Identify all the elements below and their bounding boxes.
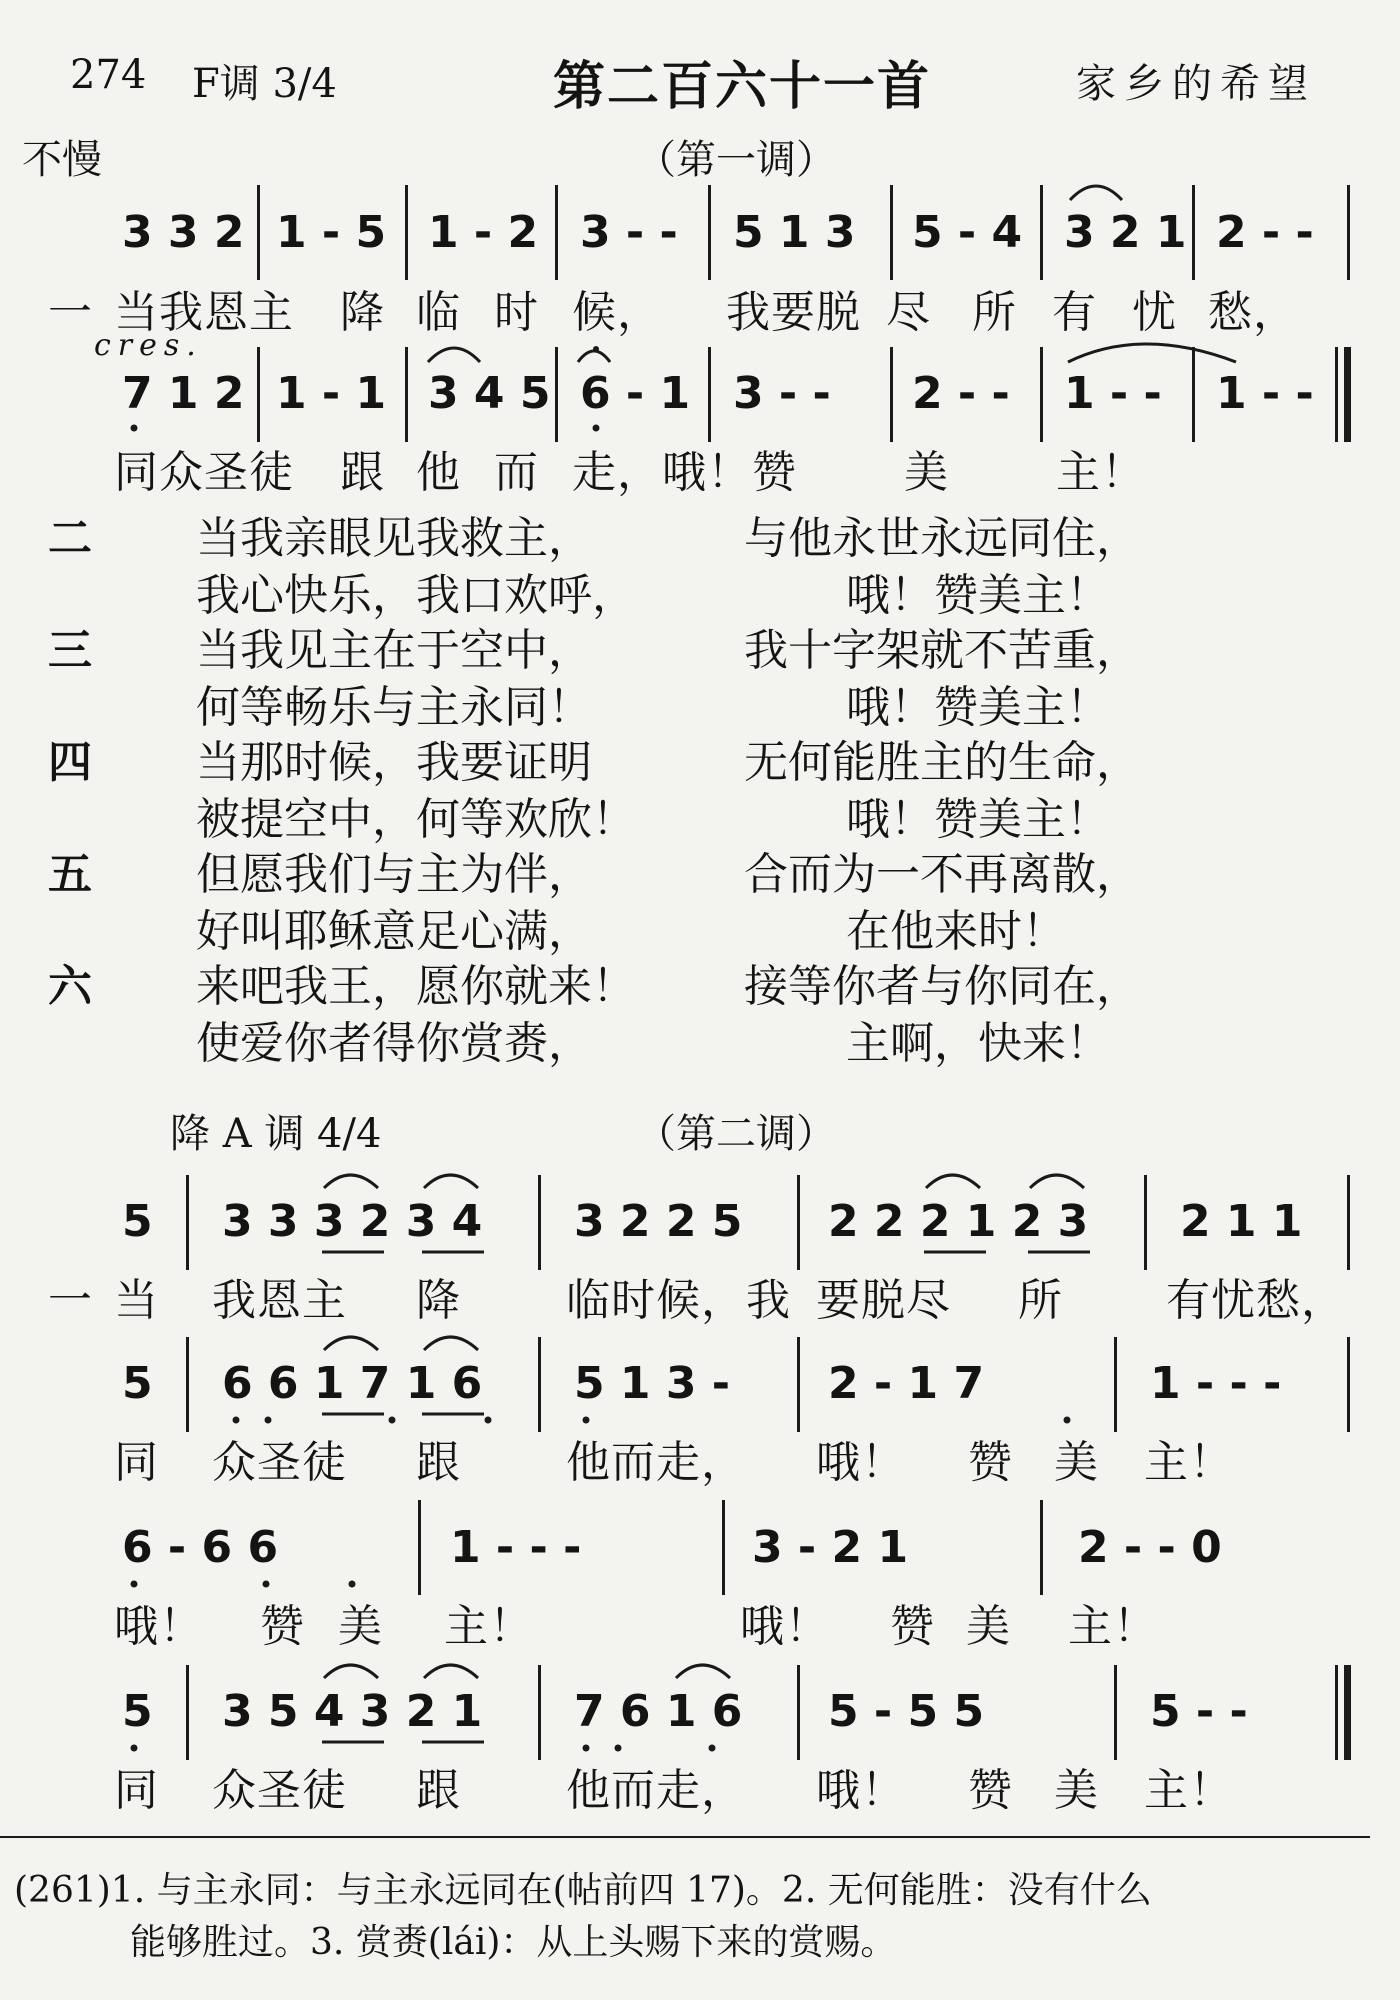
measure: 5 - - bbox=[1150, 1686, 1248, 1737]
verse-number: 六 bbox=[48, 961, 92, 1012]
barline bbox=[1114, 1665, 1117, 1760]
verse-number: 四 bbox=[48, 737, 92, 788]
lyric-syllable: 众圣徒 bbox=[212, 1765, 347, 1816]
octave-dot bbox=[349, 1581, 356, 1588]
barline bbox=[555, 347, 558, 442]
barline bbox=[1144, 1175, 1147, 1270]
cres-marking: cres. bbox=[94, 328, 203, 363]
slur-mark bbox=[1070, 186, 1122, 200]
tune1-label: （第一调） bbox=[636, 137, 836, 183]
barline bbox=[1347, 1175, 1350, 1270]
key-time-signature: F调 3/4 bbox=[192, 61, 337, 107]
slur-mark bbox=[676, 1665, 730, 1678]
verse-line: 哦！赞美主！ bbox=[846, 794, 1110, 845]
lyric-syllable: 赞 bbox=[968, 1765, 1013, 1816]
verse-line: 我十字架就不苦重， bbox=[744, 625, 1140, 676]
verse-line: 在他来时！ bbox=[846, 906, 1066, 957]
slur-mark bbox=[324, 1337, 378, 1350]
measure: 1 - 1 bbox=[276, 368, 387, 419]
barline bbox=[1040, 185, 1043, 280]
lyric-syllable: 跟 bbox=[416, 1765, 461, 1816]
barline bbox=[405, 347, 408, 442]
lyric-syllable: 他而走， bbox=[566, 1765, 746, 1816]
slur-mark bbox=[926, 1175, 980, 1188]
verse-line: 好叫耶稣意足心满， bbox=[196, 906, 592, 957]
final-barline-thin bbox=[1335, 1665, 1338, 1760]
barline bbox=[418, 1500, 421, 1595]
barline bbox=[257, 185, 260, 280]
barline bbox=[257, 347, 260, 442]
barline bbox=[538, 1337, 541, 1432]
measure: 1 - - - bbox=[450, 1522, 582, 1573]
measure: 1 - - - bbox=[1150, 1358, 1282, 1409]
barline bbox=[186, 1337, 189, 1432]
verse-line: 当我亲眼见我救主， bbox=[196, 513, 592, 564]
barline bbox=[1347, 1337, 1350, 1432]
barline bbox=[1192, 185, 1195, 280]
verse-line: 主啊，快来！ bbox=[846, 1018, 1110, 1069]
octave-dot bbox=[1064, 1417, 1071, 1424]
measure: 5 1 3 - bbox=[574, 1358, 731, 1409]
lyric-syllable: 降 bbox=[340, 287, 385, 338]
hymn-subtitle: 家乡的希望 bbox=[1076, 61, 1316, 107]
lyric-syllable: 有忧愁， bbox=[1166, 1275, 1346, 1326]
verse-number: 一 bbox=[48, 287, 93, 338]
lyric-syllable: 美 bbox=[966, 1601, 1011, 1652]
measure: 7 1 2 bbox=[122, 368, 245, 419]
measure: 6 - 1 bbox=[580, 368, 691, 419]
verse-number: 二 bbox=[48, 513, 92, 564]
verse-number: 五 bbox=[48, 849, 92, 900]
lyric-syllable: 跟 bbox=[340, 447, 385, 498]
verse-line: 何等畅乐与主永同！ bbox=[196, 682, 592, 733]
verse-line: 但愿我们与主为伴， bbox=[196, 849, 592, 900]
lyric-syllable: 赞 bbox=[968, 1437, 1013, 1488]
measure: 1 - - bbox=[1216, 368, 1314, 419]
barline bbox=[1347, 185, 1350, 280]
lyric-syllable: 同众圣徒 bbox=[114, 447, 294, 498]
lyric-syllable: 哦！ bbox=[740, 1601, 830, 1652]
barline bbox=[1114, 1337, 1117, 1432]
barline bbox=[405, 185, 408, 280]
slur-mark bbox=[324, 1665, 378, 1678]
footnote-line-2: 能够胜过。3. 赏赉(lái)：从上头赐下来的赏赐。 bbox=[130, 1922, 897, 1963]
barline bbox=[538, 1175, 541, 1270]
barline bbox=[722, 1500, 725, 1595]
measure: 1 - 5 bbox=[276, 207, 387, 258]
pickup-note: 5 bbox=[122, 1196, 153, 1247]
lyric-syllable: 哦！ bbox=[114, 1601, 204, 1652]
octave-dot bbox=[485, 1417, 492, 1424]
lyric-syllable: 美 bbox=[338, 1601, 383, 1652]
footnote-line-1: (261)1. 与主永同：与主永远同在(帖前四 17)。2. 无何能胜：没有什么 bbox=[14, 1870, 1152, 1911]
measure: 5 - 4 bbox=[912, 207, 1023, 258]
lyric-syllable: 美 bbox=[904, 447, 949, 498]
barline bbox=[708, 185, 711, 280]
measure: 2 - - bbox=[912, 368, 1010, 419]
tempo-marking: 不慢 bbox=[22, 137, 102, 183]
measure: 3 - 2 1 bbox=[752, 1522, 909, 1573]
octave-dot bbox=[131, 425, 138, 432]
lyric-syllable: 候， bbox=[572, 287, 662, 338]
lyric-syllable: 临 bbox=[416, 287, 461, 338]
lyric-syllable: 所 bbox=[972, 287, 1017, 338]
lyric-syllable: 主！ bbox=[444, 1601, 534, 1652]
measure: 3 - - bbox=[580, 207, 678, 258]
lyric-syllable: 他 bbox=[416, 447, 461, 498]
lyric-syllable: 尽 bbox=[886, 287, 931, 338]
measure: 5 - 5 5 bbox=[828, 1686, 985, 1737]
octave-dot bbox=[583, 1417, 590, 1424]
octave-dot bbox=[263, 1581, 270, 1588]
verse-line: 与他永世永远同住， bbox=[744, 513, 1140, 564]
lyric-syllable: 美 bbox=[1054, 1765, 1099, 1816]
measure: 6 - 6 6 bbox=[122, 1522, 279, 1573]
verse-number: 一 bbox=[48, 1275, 93, 1326]
slur-mark bbox=[424, 1337, 478, 1350]
final-barline-thick bbox=[1344, 1665, 1351, 1760]
verse-line: 来吧我王，愿你就来！ bbox=[196, 961, 636, 1012]
lyric-syllable: 走，哦！赞 bbox=[572, 447, 797, 498]
barline bbox=[797, 1665, 800, 1760]
verse-line: 哦！赞美主！ bbox=[846, 570, 1110, 621]
octave-dot bbox=[131, 1745, 138, 1752]
measure: 6 6 1 7 1 6 bbox=[222, 1358, 483, 1409]
lyric-syllable: 同 bbox=[114, 1765, 159, 1816]
lyric-syllable: 而 bbox=[494, 447, 539, 498]
lyric-syllable: 降 bbox=[416, 1275, 461, 1326]
measure: 3 2 2 5 bbox=[574, 1196, 743, 1247]
verse-line: 使爱你者得你赏赉， bbox=[196, 1018, 592, 1069]
pickup-note: 5 bbox=[122, 1686, 153, 1737]
barline bbox=[890, 347, 893, 442]
verse-line: 当那时候，我要证明 bbox=[196, 737, 592, 788]
lyric-syllable: 众圣徒 bbox=[212, 1437, 347, 1488]
tie-mark bbox=[1068, 344, 1236, 362]
verse-line: 接等你者与你同在， bbox=[744, 961, 1140, 1012]
octave-dot bbox=[389, 1417, 396, 1424]
barline bbox=[797, 1175, 800, 1270]
hymnal-number: 274 bbox=[70, 52, 147, 98]
octave-dot bbox=[131, 1581, 138, 1588]
octave-dot bbox=[265, 1417, 272, 1424]
measure: 7 6 1 6 bbox=[574, 1686, 743, 1737]
barline bbox=[538, 1665, 541, 1760]
slur-mark bbox=[324, 1175, 378, 1188]
lyric-syllable: 当 bbox=[114, 1275, 159, 1326]
lyric-syllable: 我恩主 bbox=[212, 1275, 347, 1326]
measure: 3 3 3 2 3 4 bbox=[222, 1196, 483, 1247]
verse-line: 合而为一不再离散， bbox=[744, 849, 1140, 900]
measure: 3 3 2 bbox=[122, 207, 245, 258]
measure: 2 1 1 bbox=[1180, 1196, 1303, 1247]
octave-dot bbox=[709, 1745, 716, 1752]
slur-mark bbox=[424, 1175, 478, 1188]
tune2-label: （第二调） bbox=[636, 1111, 836, 1157]
measure: 3 4 5 bbox=[428, 368, 551, 419]
lyric-syllable: 要脱尽 bbox=[816, 1275, 951, 1326]
fermata-dot bbox=[593, 346, 599, 352]
final-barline-thin bbox=[1335, 347, 1338, 442]
lyric-syllable: 他而走， bbox=[566, 1437, 746, 1488]
lyric-syllable: 愁， bbox=[1208, 287, 1298, 338]
lyric-syllable: 主！ bbox=[1068, 1601, 1158, 1652]
octave-dot bbox=[615, 1745, 622, 1752]
measure: 2 - - 0 bbox=[1078, 1522, 1222, 1573]
slur-mark bbox=[424, 1665, 478, 1678]
measure: 3 - - bbox=[733, 368, 831, 419]
barline bbox=[186, 1175, 189, 1270]
lyric-syllable: 临时候，我 bbox=[566, 1275, 791, 1326]
page-title: 第二百六十一首 bbox=[553, 56, 932, 117]
measure: 2 - - bbox=[1216, 207, 1314, 258]
lyric-syllable: 当我恩主 bbox=[114, 287, 294, 338]
lyric-syllable: 忧 bbox=[1132, 287, 1177, 338]
footnote-divider bbox=[0, 1836, 1370, 1838]
tune2-key-signature: 降 A 调 4/4 bbox=[170, 1111, 382, 1157]
octave-dot bbox=[593, 425, 600, 432]
octave-dot bbox=[233, 1417, 240, 1424]
lyric-syllable: 哦！ bbox=[816, 1765, 906, 1816]
lyric-syllable: 赞 bbox=[890, 1601, 935, 1652]
lyric-syllable: 有 bbox=[1052, 287, 1097, 338]
lyric-syllable: 赞 bbox=[260, 1601, 305, 1652]
lyric-syllable: 我要脱 bbox=[726, 287, 861, 338]
barline bbox=[186, 1665, 189, 1760]
verse-line: 当我见主在于空中， bbox=[196, 625, 592, 676]
barline bbox=[797, 1337, 800, 1432]
measure: 1 - 2 bbox=[428, 207, 539, 258]
barline bbox=[1040, 347, 1043, 442]
measure: 3 5 4 3 2 1 bbox=[222, 1686, 483, 1737]
verse-line: 被提空中，何等欢欣！ bbox=[196, 794, 636, 845]
lyric-syllable: 主！ bbox=[1056, 447, 1146, 498]
slur-mark bbox=[1030, 1175, 1084, 1188]
measure: 2 2 2 1 2 3 bbox=[828, 1196, 1089, 1247]
barline bbox=[890, 185, 893, 280]
pickup-note: 5 bbox=[122, 1358, 153, 1409]
lyric-syllable: 美 bbox=[1054, 1437, 1099, 1488]
barline bbox=[555, 185, 558, 280]
verse-line: 无何能胜主的生命， bbox=[744, 737, 1140, 788]
lyric-syllable: 同 bbox=[114, 1437, 159, 1488]
measure: 3 2 1 bbox=[1064, 207, 1187, 258]
final-barline-thick bbox=[1344, 347, 1351, 442]
fermata-arc bbox=[578, 351, 610, 362]
lyric-syllable: 所 bbox=[1018, 1275, 1063, 1326]
slur-mark bbox=[428, 348, 480, 362]
measure: 1 - - bbox=[1064, 368, 1162, 419]
lyric-syllable: 主！ bbox=[1144, 1765, 1234, 1816]
octave-dot bbox=[583, 1745, 590, 1752]
barline bbox=[708, 347, 711, 442]
barline bbox=[1040, 1500, 1043, 1595]
lyric-syllable: 哦！ bbox=[816, 1437, 906, 1488]
lyric-syllable: 主！ bbox=[1144, 1437, 1234, 1488]
lyric-syllable: 时 bbox=[494, 287, 539, 338]
barline bbox=[1192, 347, 1195, 442]
verse-line: 哦！赞美主！ bbox=[846, 682, 1110, 733]
verse-number: 三 bbox=[48, 625, 92, 676]
measure: 5 1 3 bbox=[733, 207, 856, 258]
lyric-syllable: 跟 bbox=[416, 1437, 461, 1488]
measure: 2 - 1 7 bbox=[828, 1358, 985, 1409]
verse-line: 我心快乐，我口欢呼， bbox=[196, 570, 636, 621]
